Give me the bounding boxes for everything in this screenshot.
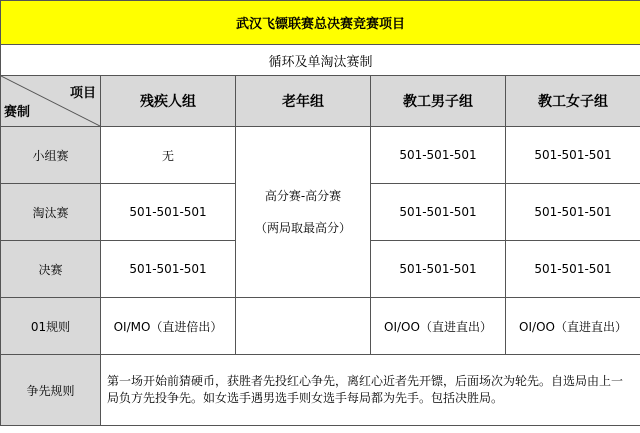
first-rule-text: 第一场开始前猜硬币，获胜者先投红心争先，离红心近者先开镖，后面场次为轮先。自选局由上一局负方先投争先。如女选手遇男选手则女选手每局都为先手。包括决胜局。: [101, 355, 640, 426]
cell-senior-empty: [236, 298, 371, 355]
row-label: 小组赛: [1, 127, 101, 184]
cell-female-staff: 501-501-501: [506, 127, 640, 184]
cell-female-staff: OI/OO（直进直出）: [506, 298, 640, 355]
cell-disabled: 501-501-501: [101, 184, 236, 241]
cell-disabled: OI/MO（直进倍出）: [101, 298, 236, 355]
senior-line2: （两局取最高分）: [254, 221, 351, 235]
cell-disabled: 501-501-501: [101, 241, 236, 298]
row-label: 决赛: [1, 241, 101, 298]
table-subtitle: 循环及单淘汰赛制: [1, 45, 640, 76]
corner-project-label: 项目: [69, 86, 96, 101]
cell-male-staff: 501-501-501: [371, 127, 506, 184]
column-header-female-staff: 教工女子组: [506, 76, 640, 127]
cell-disabled: 无: [101, 127, 236, 184]
table-row: [1, 355, 640, 426]
senior-line1: 高分赛-高分赛: [264, 189, 342, 203]
table-title: 武汉飞镖联赛总决赛竞赛项目: [1, 1, 640, 45]
column-header-male-staff: 教工男子组: [371, 76, 506, 127]
corner-header: [1, 76, 101, 127]
table-row: [1, 127, 640, 184]
table-row: [1, 298, 640, 355]
column-header-senior: 老年组: [236, 76, 371, 127]
cell-female-staff: 501-501-501: [506, 241, 640, 298]
corner-format-label: 赛制: [4, 105, 31, 120]
cell-male-staff: OI/OO（直进直出）: [371, 298, 506, 355]
cell-male-staff: 501-501-501: [371, 184, 506, 241]
row-label: 争先规则: [1, 355, 101, 426]
cell-male-staff: 501-501-501: [371, 241, 506, 298]
cell-female-staff: 501-501-501: [506, 184, 640, 241]
column-header-disabled: 残疾人组: [101, 76, 236, 127]
cell-senior-merged: [236, 127, 371, 298]
row-label: 01规则: [1, 298, 101, 355]
row-label: 淘汰赛: [1, 184, 101, 241]
